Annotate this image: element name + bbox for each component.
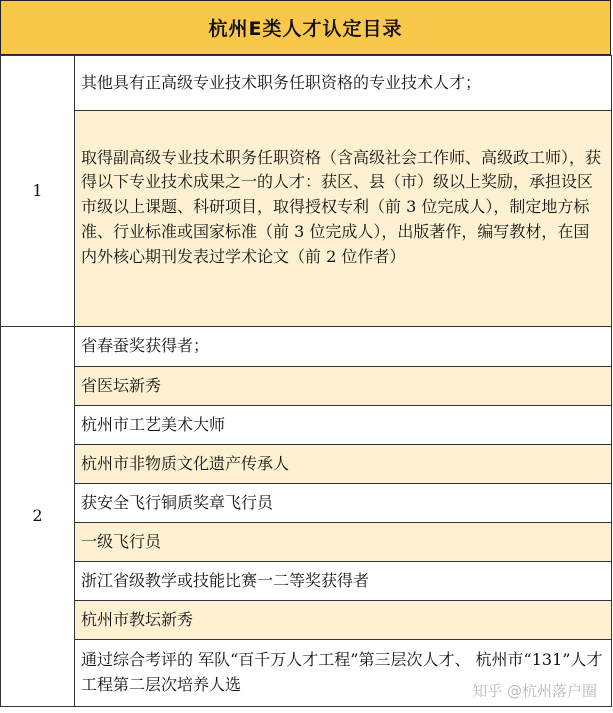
table-row xyxy=(1,445,612,484)
table-title xyxy=(0,0,611,55)
row-number: 2 xyxy=(1,327,75,707)
table-row xyxy=(1,523,612,562)
list-item: 杭州市非物质文化遗产传承人 xyxy=(75,445,612,484)
list-item: 杭州市工艺美术大师 xyxy=(75,406,612,445)
talent-catalog-table xyxy=(0,55,612,707)
list-item: 浙江省级教学或技能比赛一二等奖获得者 xyxy=(75,562,612,601)
table-row xyxy=(1,562,612,601)
table-row xyxy=(1,601,612,640)
row-number: 1 xyxy=(1,56,75,327)
table-row xyxy=(1,367,612,406)
table-row xyxy=(1,56,612,111)
table-row xyxy=(1,327,612,367)
list-item: 省医坛新秀 xyxy=(75,367,612,406)
list-item: 省春蚕奖获得者； xyxy=(75,327,612,367)
table-row xyxy=(1,484,612,523)
list-item: 取得副高级专业技术职务任职资格（含高级社会工作师、高级政工师），获得以下专业技术成果之一的人才：获区、县（市）级以上奖励，承担设区市级以上课题、科研项目，取得授权专利（前 3 位完成人），制定地方标准、行业标准或国家标准（前 3 位完成人），出版著作，编写教材，在国内外核心期刊发表过学术论文（前 2 位作者） xyxy=(75,111,612,327)
list-item: 其他具有正高级专业技术职务任职资格的专业技术人才； xyxy=(75,56,612,111)
table-row xyxy=(1,111,612,327)
list-item: 通过综合考评的 军队“百千万人才工程”第三层次人才、 杭州市“131”人才工程第二层次培养人选 xyxy=(75,640,612,707)
list-item: 杭州市教坛新秀 xyxy=(75,601,612,640)
list-item: 获安全飞行铜质奖章飞行员 xyxy=(75,484,612,523)
table-row xyxy=(1,406,612,445)
watermark: 知乎 @杭州落户圈 xyxy=(472,682,597,700)
table-title-text: 杭州E类人才认定目录 xyxy=(208,18,403,40)
list-item: 一级飞行员 xyxy=(75,523,612,562)
